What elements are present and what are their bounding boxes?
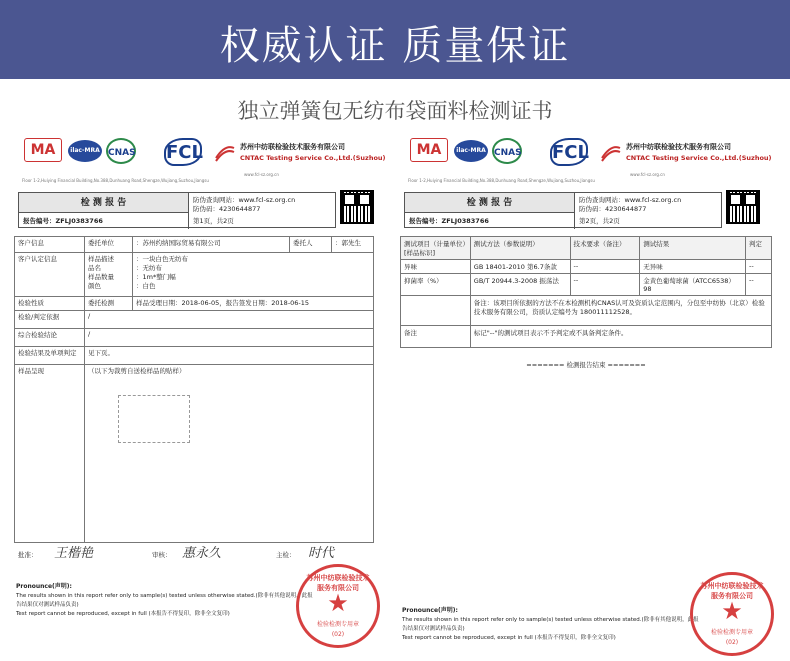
table-row	[401, 274, 772, 296]
maker-label: 主检：	[276, 551, 296, 559]
sample-desc: ：一块白色无纺布	[136, 255, 188, 263]
company-name-cn: 苏州中纺联检验技术服务有限公司	[626, 143, 731, 151]
ilac-logo-icon: ilac-MRA	[454, 140, 488, 162]
report-title: 检 测 报 告	[405, 193, 575, 213]
col-header: 技术要求（备注）	[570, 237, 640, 260]
conclusion-label: 综合检验结论	[15, 329, 85, 347]
query-site: 防伪查询网站：www.fcl-sz.org.cn	[579, 196, 682, 204]
table-cell: GB 18401-2010 第6.7条款	[470, 260, 570, 274]
company-web: www.fcl-sz.org.cn	[244, 172, 279, 177]
report-page-2	[400, 132, 772, 646]
test-type-label: 检验性质	[15, 297, 85, 311]
cnas-logo-icon: CNAS	[106, 138, 136, 164]
star-icon: ★	[721, 597, 743, 625]
official-stamp	[690, 572, 774, 656]
col-header: 判定	[746, 237, 772, 260]
basis: /	[85, 311, 374, 329]
entrust-person-label: 委托人	[290, 237, 332, 253]
report-page-1	[14, 132, 386, 652]
approver-label: 批准：	[18, 551, 38, 559]
anti-fake-code: 防伪码：4230644877	[193, 205, 261, 213]
entrust-person: ：郭先生	[332, 237, 374, 253]
conclusion: /	[85, 329, 374, 347]
anti-fake-code: 防伪码：4230644877	[579, 205, 647, 213]
stamp-number: (02)	[725, 639, 739, 646]
entrust-unit: ：苏州约纳国际贸易有限公司	[133, 237, 290, 253]
qr-code-icon	[726, 190, 760, 224]
test-type: 委托检测	[85, 297, 133, 311]
notice-line-1: The results shown in this report refer only to sample(s) tested unless otherwise stated.(除非有其他说明，此报告结果仅对测试样品负责)	[402, 617, 699, 632]
approver-signature: 王楷艳	[54, 546, 94, 561]
remark-label: 备注	[401, 326, 471, 348]
logo-row	[400, 138, 772, 172]
product: ：无纺布	[136, 264, 162, 272]
qty: ：1m*整门幅	[136, 273, 176, 281]
ilac-logo-icon: ilac-MRA	[68, 140, 102, 162]
notice-title: Pronounce(声明):	[16, 583, 72, 590]
ma-logo-icon: MA	[410, 138, 448, 162]
company-name-en: CNTAC Testing Service Co.,Ltd.(Suzhou)	[626, 154, 772, 162]
sample-desc-label: 样品描述	[88, 255, 114, 263]
col-header: 测试方法（参数说明）	[470, 237, 570, 260]
table-cell: GB/T 20944.3-2008 振荡法	[470, 274, 570, 296]
official-stamp	[296, 564, 380, 648]
report-end: ======= 检测报告结束 =======	[526, 361, 646, 369]
notice-line-1: The results shown in this report refer only to sample(s) tested unless otherwise stated.(除非有其他说明，此报告结果仅对测试样品负责)	[16, 593, 313, 608]
color: ：白色	[136, 282, 156, 290]
result-label: 检验结果及单项判定	[15, 347, 85, 365]
stamp-text: 苏州中纺联检验技术服务有限公司	[306, 574, 370, 592]
company-web: www.fcl-sz.org.cn	[630, 172, 665, 177]
table-header-row	[401, 237, 772, 260]
company-name-cn: 苏州中纺联检验技术服务有限公司	[240, 143, 345, 151]
page-number: 第1页，共2页	[193, 217, 234, 225]
page-subtitle: 独立弹簧包无纺布袋面料检测证书	[237, 99, 553, 123]
pronounce-notice	[16, 582, 316, 619]
report-number: 报告编号：ZFLJ0383766	[19, 213, 189, 229]
table-row	[401, 326, 772, 348]
sample-info-label: 客户认定信息	[15, 253, 85, 297]
company-address: Floor 1-2,Huiying Financial Building,No.388,Dunhuang Road,Shengze,Wujiang,Suzhou,Jiangsu	[22, 178, 209, 183]
table-row	[15, 237, 374, 253]
ctac-logo-icon	[600, 142, 622, 164]
query-site: 防伪查询网站：www.fcl-sz.org.cn	[193, 196, 296, 204]
logo-row	[14, 138, 386, 172]
banner	[0, 0, 790, 79]
report-header	[404, 192, 722, 228]
company-name-en: CNTAC Testing Service Co.,Ltd.(Suzhou)	[240, 154, 386, 162]
fcl-logo-icon: FCL	[550, 138, 588, 166]
notice-line-2: Test report cannot be reproduced, except in full (本报告不得复印，除非全文复印)	[402, 635, 616, 641]
table-row	[401, 296, 772, 326]
sample-swatch	[118, 395, 190, 443]
table-row	[15, 347, 374, 365]
client-label: 客户信息	[15, 237, 85, 253]
star-icon: ★	[327, 589, 349, 617]
table-cell: 金黄色葡萄球菌（ATCC6538） 98	[640, 274, 746, 296]
table-row	[15, 311, 374, 329]
result: 见下页。	[85, 347, 374, 365]
entrust-unit-label: 委托单位	[85, 237, 133, 253]
product-label: 品名	[88, 264, 101, 272]
qr-code-icon	[340, 190, 374, 224]
photo-note: （以下为裁剪自送检样品的贴样）	[88, 367, 186, 375]
banner-title: 权威认证 质量保证	[219, 23, 571, 69]
report-table	[14, 236, 374, 543]
table-cell: --	[746, 260, 772, 274]
page-number: 第2页，共2页	[579, 217, 620, 225]
maker-signature: 时代	[308, 546, 335, 561]
photo-label: 样品呈现	[15, 365, 85, 543]
table-row	[15, 329, 374, 347]
ma-logo-icon: MA	[24, 138, 62, 162]
company-address: Floor 1-2,Huiying Financial Building,No.388,Dunhuang Road,Shengze,Wujiang,Suzhou,Jiangsu	[408, 178, 595, 183]
notice-title: Pronounce(声明):	[402, 607, 458, 614]
report-title: 检 测 报 告	[19, 193, 189, 213]
table-row	[401, 260, 772, 274]
col-header: 测试项目（计量单位）[样品标识]	[401, 237, 471, 260]
color-label: 颜色	[88, 282, 101, 290]
receive-date: 样品受理日期：2018-06-05，报告签发日期：2018-06-15	[133, 297, 374, 311]
qty-label: 样品数量	[88, 273, 114, 281]
table-cell: 抑菌率（%）	[401, 274, 471, 296]
table-cell: --	[746, 274, 772, 296]
remark: 标记"--"的测试项目表示不予判定或不具备判定条件。	[470, 326, 771, 348]
table-row	[15, 297, 374, 311]
table-row	[15, 365, 374, 543]
report-header	[18, 192, 336, 228]
cnas-note: 备注：该项目所依据的方法不在本检测机构CNAS认可及资质认定范围内，分包至中纺协（北京）检验技术服务有限公司，资质认定编号为 180011112528。	[470, 296, 771, 326]
fcl-logo-icon: FCL	[164, 138, 202, 166]
cnas-logo-icon: CNAS	[492, 138, 522, 164]
table-row	[15, 253, 374, 297]
table-cell: --	[570, 260, 640, 274]
report-number: 报告编号：ZFLJ0383766	[405, 213, 575, 229]
reviewer-label: 审核：	[152, 551, 172, 559]
basis-label: 检验/判定依据	[15, 311, 85, 329]
result-table	[400, 236, 772, 348]
stamp-sub: 检验检测专用章	[710, 629, 753, 636]
ctac-logo-icon	[214, 142, 236, 164]
table-cell: 无异味	[640, 260, 746, 274]
stamp-sub: 检验检测专用章	[316, 621, 359, 628]
notice-line-2: Test report cannot be reproduced, except in full (本报告不得复印，除非全文复印)	[16, 611, 230, 617]
stamp-number: (02)	[331, 631, 345, 638]
col-header: 测试结果	[640, 237, 746, 260]
reviewer-signature: 惠永久	[182, 546, 222, 561]
table-cell: 异味	[401, 260, 471, 274]
stamp-text: 苏州中纺联检验技术服务有限公司	[700, 582, 764, 600]
table-cell: --	[570, 274, 640, 296]
pronounce-notice	[402, 606, 702, 643]
